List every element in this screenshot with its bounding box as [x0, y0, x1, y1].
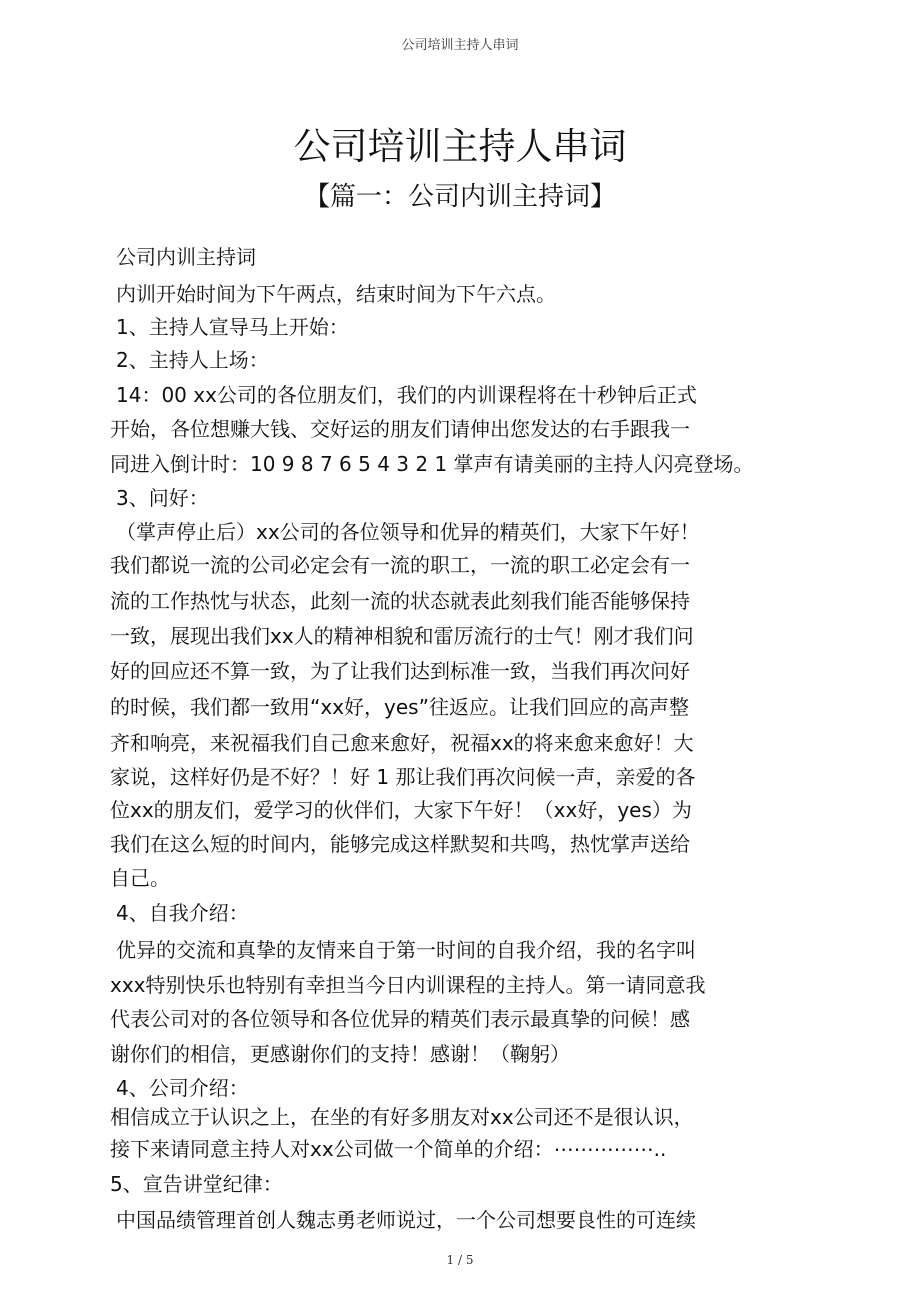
body-line: 谢你们的相信，更感谢你们的支持！感谢！（鞠躬） — [110, 1042, 570, 1066]
body-line: 我们在这么短的时间内，能够完成这样默契和共鸣，热忱掌声送给 — [110, 832, 690, 856]
body-line: 优异的交流和真挚的友情来自于第一时间的自我介绍，我的名字叫 — [116, 938, 696, 962]
body-line: 中国品绩管理首创人魏志勇老师说过，一个公司想要良性的可连续 — [116, 1208, 696, 1232]
body-line: 5、宣告讲堂纪律： — [110, 1172, 283, 1196]
body-line: 的时候，我们都一致用“xx好，yes”往返应。让我们回应的高声整 — [110, 695, 689, 719]
body-line: 流的工作热忱与状态，此刻一流的状态就表此刻我们能否能够保持 — [110, 589, 690, 613]
body-line: 一致，展现出我们xx人的精神相貌和雷厉流行的士气！刚才我们问 — [110, 624, 694, 648]
page-number: 1 / 5 — [446, 1253, 474, 1267]
document-title: 公司培训主持人串词 — [293, 125, 627, 168]
body-line: 14：00 xx公司的各位朋友们，我们的内训课程将在十秒钟后正式 — [116, 383, 697, 407]
body-line: 齐和响亮，来祝福我们自己愈来愈好，祝福xx的将来愈来愈好！大 — [110, 731, 694, 755]
body-line: 我们都说一流的公司必定会有一流的职工，一流的职工必定会有一 — [110, 553, 690, 577]
body-line: 接下来请同意主持人对xx公司做一个简单的介绍：⋯⋯⋯⋯⋯.. — [110, 1137, 667, 1161]
body-line: 代表公司对的各位领导和各位优异的精英们表示最真挚的问候！感 — [110, 1007, 690, 1031]
body-line: 公司内训主持词 — [116, 245, 256, 269]
body-line: 位xx的朋友们，爱学习的伙伴们，大家下午好！（xx好，yes）为 — [110, 798, 692, 822]
body-line: 4、公司介绍： — [116, 1076, 249, 1100]
body-line: 家说，这样好仍是不好？！好 1 那让我们再次问候一声，亲爱的各 — [110, 765, 696, 789]
body-line: xxx特别快乐也特别有幸担当今日内训课程的主持人。第一请同意我 — [110, 973, 706, 997]
body-line: 4、自我介绍： — [116, 901, 249, 925]
body-line: 同进入倒计时：10 9 8 7 6 5 4 3 2 1 掌声有请美丽的主持人闪亮登场。 — [110, 452, 754, 476]
running-header: 公司培训主持人串词 — [401, 38, 519, 53]
body-line: （掌声停止后）xx公司的各位领导和优异的精英们，大家下午好！ — [116, 520, 700, 544]
body-line: 1、主持人宣导马上开始： — [116, 315, 349, 339]
body-line: 内训开始时间为下午两点，结束时间为下午六点。 — [116, 282, 556, 306]
body-line: 开始，各位想赚大钱、交好运的朋友们请伸出您发达的右手跟我一 — [110, 417, 690, 441]
body-line: 3、问好： — [116, 486, 209, 510]
document-subtitle: 【篇一：公司内训主持词】 — [303, 182, 616, 212]
body-line: 好的回应还不算一致，为了让我们达到标准一致，当我们再次问好 — [110, 659, 690, 683]
body-line: 相信成立于认识之上，在坐的有好多朋友对xx公司还不是很认识， — [110, 1105, 694, 1129]
body-line: 2、主持人上场： — [116, 348, 269, 372]
body-line: 自己。 — [110, 866, 170, 890]
